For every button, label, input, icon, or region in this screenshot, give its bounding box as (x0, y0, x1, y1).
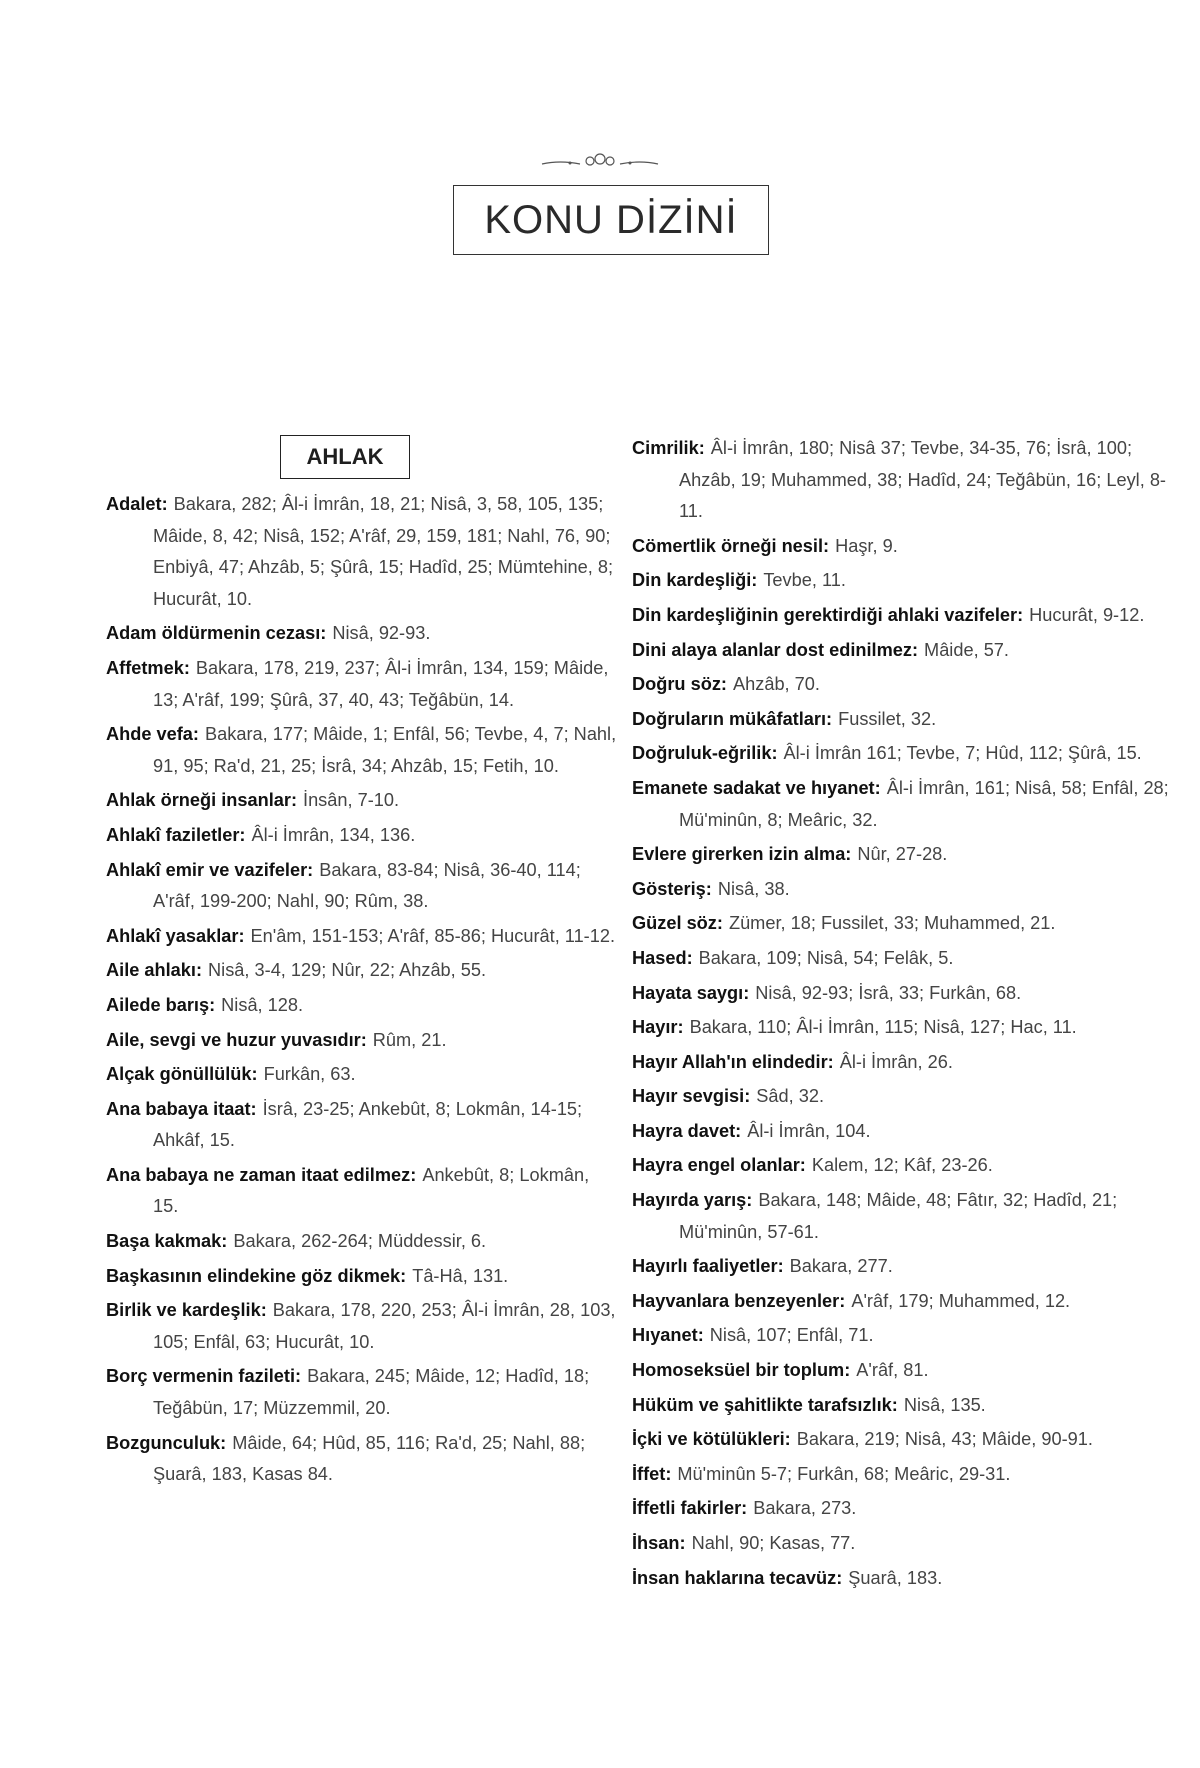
index-entry (632, 531, 1172, 563)
index-references: Bakara, 277. (789, 1256, 893, 1277)
index-term: Hayvanlara benzeyenler: (632, 1290, 846, 1311)
index-references: Bakara, 273. (753, 1498, 857, 1519)
index-entry (632, 669, 1172, 701)
index-term: Alçak gönüllülük: (106, 1064, 258, 1085)
section-heading: AHLAK (280, 435, 410, 479)
index-entry (106, 653, 618, 716)
index-term: Hayır sevgisi: (632, 1086, 751, 1107)
index-term: Ana babaya itaat: (106, 1098, 257, 1119)
index-references: Kalem, 12; Kâf, 23-26. (811, 1155, 993, 1176)
index-references: Bakara, 177; Mâide, 1; Enfâl, 56; Tevbe, 4, 7; Nahl, 91, 95; Ra'd, 21, 25; İsrâ, 34; Ahzâb, 15; Fetih, 10. (153, 724, 617, 776)
index-references: Rûm, 21. (372, 1029, 447, 1050)
index-entry (632, 1390, 1172, 1422)
index-references: Tâ-Hâ, 131. (412, 1265, 509, 1286)
index-entry (632, 1286, 1172, 1318)
index-term: Hayır: (632, 1017, 684, 1038)
index-entry (632, 773, 1172, 836)
index-term: İnsan haklarına tecavüz: (632, 1567, 843, 1588)
index-term: Hayra engel olanlar: (632, 1155, 806, 1176)
index-references: Nisâ, 128. (221, 994, 304, 1015)
index-references: Şuarâ, 183. (848, 1567, 943, 1588)
index-term: İhsan: (632, 1533, 686, 1553)
index-references: Mü'minûn 5-7; Furkân, 68; Meâric, 29-31. (677, 1463, 1011, 1484)
index-entry (632, 433, 1172, 528)
index-term: Ahlakî faziletler: (106, 824, 246, 845)
index-entry (632, 1459, 1172, 1491)
index-entry (632, 600, 1172, 632)
index-references: Bakara, 245; Mâide, 12; Hadîd, 18; Teğâbün, 17; Müzzemmil, 20. (153, 1366, 590, 1419)
index-entry (632, 1355, 1172, 1387)
index-references: Nisâ, 92-93. (332, 623, 431, 644)
index-references: Ankebût, 8; Lokmân, 15. (153, 1164, 590, 1217)
index-term: Emanete sadakat ve hıyanet: (632, 777, 881, 798)
index-references: Bakara, 109; Nisâ, 54; Felâk, 5. (698, 947, 954, 968)
index-references: Sâd, 32. (756, 1086, 825, 1107)
index-references: Mâide, 57. (924, 639, 1009, 660)
index-term: Evlere girerken izin alma: (632, 844, 852, 865)
index-references: İnsân, 7-10. (303, 790, 400, 811)
index-references: Ahzâb, 70. (732, 674, 820, 695)
index-references: Bakara, 178, 219, 237; Âl-i İmrân, 134, 159; Mâide, 13; A'râf, 199; Şûrâ, 37, 40, 43; Teğâbün, 14. (153, 657, 609, 710)
index-column-left (106, 435, 618, 1494)
index-term: Ahlakî emir ve vazifeler: (106, 859, 314, 880)
index-references: Bakara, 148; Mâide, 48; Fâtır, 32; Hadîd, 21; Mü'minûn, 57-61. (679, 1190, 1118, 1242)
index-term: İçki ve kötülükleri: (632, 1429, 791, 1450)
index-entry (106, 1160, 618, 1223)
index-references: Âl-i İmrân, 180; Nisâ 37; Tevbe, 34-35, 76; İsrâ, 100; Ahzâb, 19; Muhammed, 38; Hadîd, 24; Teğâbün, 16; Leyl, 8-11. (679, 438, 1166, 522)
index-references: İsrâ, 23-25; Ankebût, 8; Lokmân, 14-15; Ahkâf, 15. (153, 1098, 583, 1151)
index-term: Affetmek: (106, 657, 190, 678)
index-term: Hüküm ve şahitlikte tarafsızlık: (632, 1394, 898, 1415)
index-entry (106, 1361, 618, 1424)
index-references: Mâide, 64; Hûd, 85, 116; Ra'd, 25; Nahl, 88; Şuarâ, 183, Kasas 84. (153, 1432, 586, 1485)
index-references: A'râf, 179; Muhammed, 12. (851, 1290, 1071, 1311)
index-references: Hucurât, 9-12. (1029, 604, 1145, 625)
index-entry (106, 618, 618, 650)
index-entry (106, 1226, 618, 1258)
index-entry (632, 565, 1172, 597)
index-entry (106, 1094, 618, 1157)
index-entry (632, 635, 1172, 667)
index-entry (632, 1563, 1172, 1595)
index-references: En'âm, 151-153; A'râf, 85-86; Hucurât, 11-12. (250, 925, 616, 946)
index-term: Dini alaya alanlar dost edinilmez: (632, 639, 919, 660)
index-references: Nisâ, 135. (903, 1394, 986, 1415)
index-term: Başa kakmak: (106, 1231, 228, 1252)
index-entry (632, 704, 1172, 736)
index-term: Adam öldürmenin cezası: (106, 623, 327, 644)
index-term: Hayra davet: (632, 1120, 742, 1141)
index-references: Bakara, 83-84; Nisâ, 36-40, 114; A'râf, 199-200; Nahl, 90; Rûm, 38. (153, 859, 581, 912)
index-term: Ana babaya ne zaman itaat edilmez: (106, 1164, 417, 1185)
index-entry (632, 943, 1172, 975)
index-references: Bakara, 282; Âl-i İmrân, 18, 21; Nisâ, 3, 58, 105, 135; Mâide, 8, 42; Nisâ, 152; A'râf, 29, 159, 181; Nahl, 76, 90; Enbiyâ, 47; Ahzâb, 5; Şûrâ, 15; Hadîd, 25; Mümtehine, 8; Hucurât, 10. (153, 494, 614, 609)
index-term: Adalet: (106, 494, 168, 514)
index-references: Nisâ, 107; Enfâl, 71. (709, 1325, 874, 1346)
index-term: Hayırlı faaliyetler: (632, 1256, 784, 1277)
index-references: Nahl, 90; Kasas, 77. (691, 1533, 856, 1553)
index-term: Aile, sevgi ve huzur yuvasıdır: (106, 1029, 367, 1050)
index-entry (632, 1047, 1172, 1079)
index-term: Ahlakî yasaklar: (106, 925, 245, 946)
index-references: Âl-i İmrân, 134, 136. (251, 824, 416, 845)
index-entry (632, 1493, 1172, 1525)
index-term: Ahlak örneği insanlar: (106, 790, 298, 811)
index-entry (106, 489, 618, 615)
index-entry (632, 1150, 1172, 1182)
index-references: Nûr, 27-28. (857, 844, 948, 865)
index-term: Hayır Allah'ın elindedir: (632, 1051, 834, 1072)
index-entry (106, 1261, 618, 1293)
index-entry (632, 978, 1172, 1010)
index-term: Din kardeşliği: (632, 570, 758, 591)
index-entry (632, 1424, 1172, 1456)
page-title: KONU DİZİNİ (453, 185, 769, 255)
index-entry (106, 1059, 618, 1091)
index-term: Cimrilik: (632, 438, 705, 458)
index-references: Zümer, 18; Fussilet, 33; Muhammed, 21. (728, 913, 1056, 934)
index-entry (632, 738, 1172, 770)
index-entry (632, 839, 1172, 871)
index-term: Hayata saygı: (632, 982, 750, 1003)
index-list-right (632, 433, 1172, 1594)
index-entry (106, 1428, 618, 1491)
index-references: Bakara, 219; Nisâ, 43; Mâide, 90-91. (796, 1429, 1093, 1450)
index-term: Borç vermenin fazileti: (106, 1366, 302, 1387)
index-term: Doğruluk-eğrilik: (632, 743, 778, 764)
index-references: Fussilet, 32. (838, 708, 937, 729)
index-entry (106, 1295, 618, 1358)
index-entry (632, 1185, 1172, 1248)
index-term: Hased: (632, 947, 693, 968)
index-term: İffet: (632, 1463, 672, 1484)
index-entry (632, 874, 1172, 906)
index-term: Bozgunculuk: (106, 1432, 227, 1453)
index-references: Âl-i İmrân, 26. (839, 1051, 953, 1072)
index-term: Ahde vefa: (106, 724, 199, 745)
index-term: Homoseksüel bir toplum: (632, 1360, 851, 1381)
index-entry (632, 1081, 1172, 1113)
index-entry (106, 955, 618, 987)
index-column-right (632, 433, 1172, 1597)
index-entry (632, 1251, 1172, 1283)
index-term: Gösteriş: (632, 878, 712, 899)
index-entry (632, 908, 1172, 940)
index-entry (632, 1012, 1172, 1044)
index-term: Birlik ve kardeşlik: (106, 1300, 267, 1321)
index-entry (632, 1528, 1172, 1560)
index-references: Furkân, 63. (263, 1064, 356, 1085)
index-references: A'râf, 81. (856, 1360, 929, 1381)
index-references: Âl-i İmrân 161; Tevbe, 7; Hûd, 112; Şûrâ, 15. (783, 743, 1142, 764)
index-entry (106, 719, 618, 782)
index-term: Hayırda yarış: (632, 1190, 753, 1211)
index-term: Başkasının elindekine göz dikmek: (106, 1265, 407, 1286)
index-term: Cömertlik örneği nesil: (632, 535, 830, 556)
index-references: Âl-i İmrân, 104. (747, 1120, 871, 1141)
index-entry (106, 990, 618, 1022)
index-references: Nisâ, 38. (717, 878, 790, 899)
index-references: Haşr, 9. (835, 535, 898, 556)
index-term: Din kardeşliğinin gerektirdiği ahlaki vazifeler: (632, 604, 1024, 625)
index-entry (106, 921, 618, 953)
index-term: Aile ahlakı: (106, 960, 203, 981)
index-term: Doğruların mükâfatları: (632, 708, 833, 729)
index-entry (632, 1116, 1172, 1148)
index-references: Nisâ, 3-4, 129; Nûr, 22; Ahzâb, 55. (208, 960, 487, 981)
index-term: Hıyanet: (632, 1325, 704, 1346)
index-entry (106, 820, 618, 852)
index-references: Tevbe, 11. (763, 570, 846, 591)
index-term: İffetli fakirler: (632, 1498, 748, 1519)
index-references: Bakara, 110; Âl-i İmrân, 115; Nisâ, 127; Hac, 11. (689, 1017, 1077, 1038)
index-term: Güzel söz: (632, 913, 723, 934)
index-references: Âl-i İmrân, 161; Nisâ, 58; Enfâl, 28; Mü'minûn, 8; Meâric, 32. (679, 777, 1169, 830)
index-term: Doğru söz: (632, 674, 727, 695)
index-list-left (106, 489, 618, 1491)
index-term: Ailede barış: (106, 994, 216, 1015)
index-entry (632, 1320, 1172, 1352)
index-entry (106, 855, 618, 918)
index-references: Bakara, 178, 220, 253; Âl-i İmrân, 28, 103, 105; Enfâl, 63; Hucurât, 10. (153, 1300, 616, 1352)
index-entry (106, 1025, 618, 1057)
index-references: Nisâ, 92-93; İsrâ, 33; Furkân, 68. (755, 982, 1022, 1003)
index-references: Bakara, 262-264; Müddessir, 6. (233, 1231, 487, 1252)
decorative-ornament-icon (540, 150, 660, 174)
index-entry (106, 785, 618, 817)
